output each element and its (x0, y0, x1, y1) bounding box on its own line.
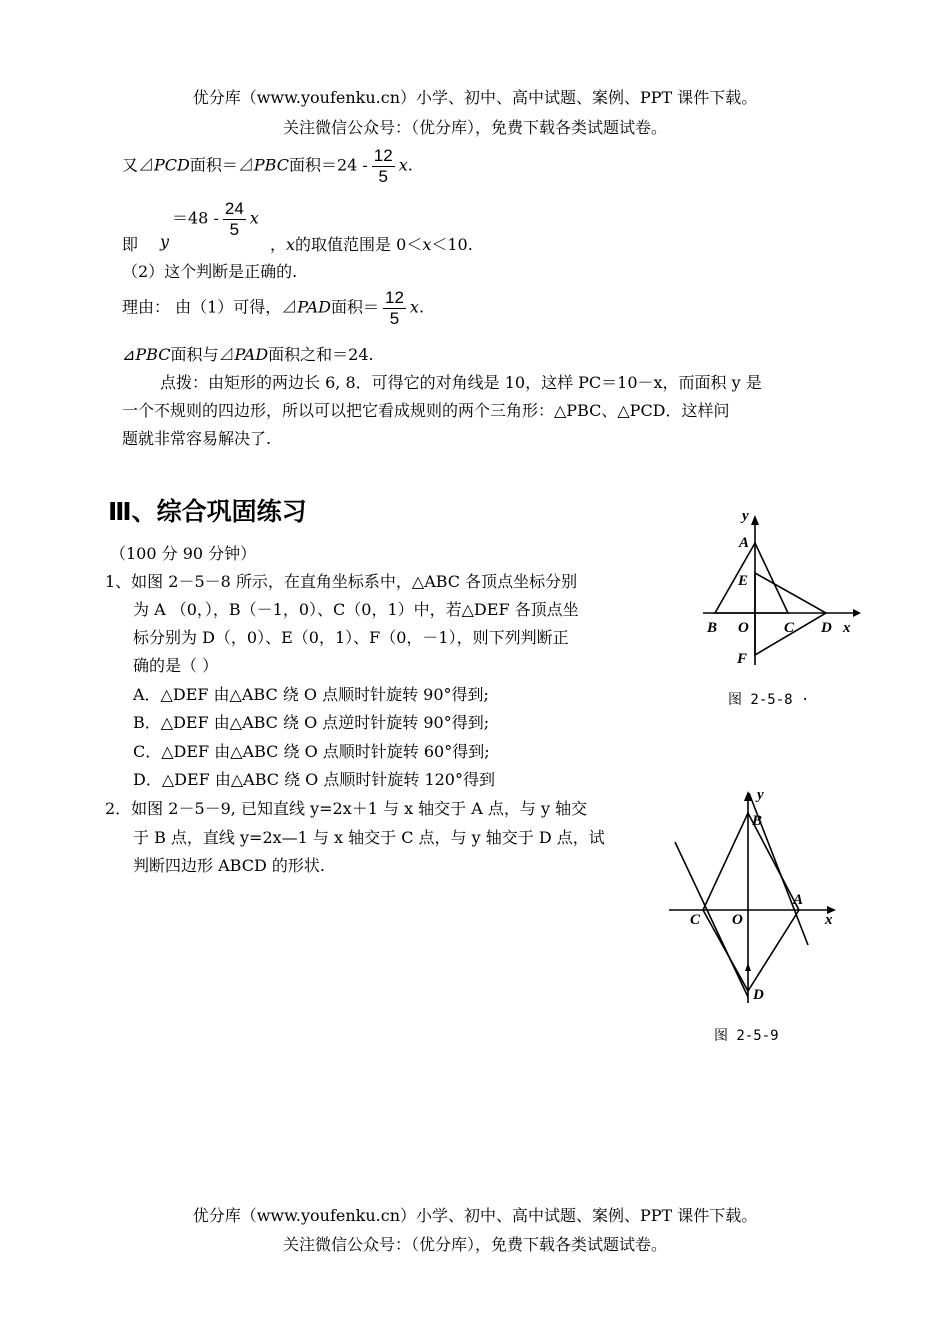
solution-line-3: （2）这个判断是正确的. (122, 262, 298, 281)
var-x: x (409, 297, 419, 317)
triangle-abc (715, 543, 788, 613)
text: . (407, 155, 413, 175)
x-arrow-icon (853, 609, 861, 617)
y-arrow-icon (751, 515, 759, 525)
text: 又⊿ (122, 155, 155, 175)
section-meta: （100 分 90 分钟） (110, 544, 257, 563)
footer-line-1: 优分库（www.youfenku.cn）小学、初中、高中试题、案例、PPT 课件下载。 (192, 1206, 758, 1225)
text: ⊿ (122, 345, 136, 364)
q2-line-1: 2．如图 2－5－9, 已知直线 y=2x＋1 与 x 轴交于 A 点，与 y 轴交 (105, 799, 588, 818)
text: 面积＝⊿ (189, 155, 254, 175)
triangle-def (755, 573, 826, 655)
text: ＜10. (431, 235, 473, 254)
text: 的取值范围是 0＜ (295, 235, 423, 254)
q1-line-1: 1、如图 2－5－8 所示，在直角坐标系中，△ABC 各顶点坐标分别 (105, 572, 578, 591)
q1-line-2: 为 A （0，），B（－1，0）、C（0，1）中，若△DEF 各顶点坐 (133, 600, 579, 619)
label-e: E (738, 573, 749, 589)
hint-line-1: 点拨：由矩形的两边长 6, 8．可得它的对角线是 10，这样 PC＝10－x，而面积 y 是 (160, 373, 762, 392)
triangle-pad: PAD (234, 345, 269, 364)
header-line-1: 优分库（www.youfenku.cn）小学、初中、高中试题、案例、PPT 课件下载。 (192, 88, 758, 107)
text: 面积＝ (330, 297, 379, 317)
q1-option-b: B．△DEF 由△ABC 绕 O 点逆时针旋转 90°得到; (133, 713, 490, 732)
fraction-12-5 (383, 288, 406, 328)
figure-2-5-9-caption: 图 2-5-9 (714, 1028, 779, 1044)
fraction-12-5 (372, 146, 395, 186)
numerator: 12 (373, 146, 393, 165)
footer-line-2: 关注微信公众号：（优分库），免费下载各类试题试卷。 (282, 1235, 667, 1254)
var-y: y (160, 232, 170, 251)
numerator: 12 (384, 288, 404, 307)
header-line-2: 关注微信公众号：（优分库），免费下载各类试题试卷。 (282, 118, 667, 137)
text: 理由： 由（1）可得，⊿ (122, 297, 298, 317)
var-x: x (286, 235, 296, 254)
label-d: D (753, 987, 764, 1003)
label-a: A (739, 535, 750, 551)
solution-line-2 (172, 199, 259, 239)
text: . (418, 297, 425, 317)
figure-2-5-8-caption: 图 2-5-8 · (728, 692, 810, 708)
denominator: 5 (389, 308, 400, 328)
label-c: C (690, 912, 701, 928)
triangle-pad: PAD (297, 297, 331, 317)
label-c: C (784, 620, 795, 636)
label-o: O (738, 620, 749, 636)
label-f: F (737, 651, 748, 667)
var-x: x (249, 208, 259, 228)
numerator: 24 (224, 199, 244, 218)
label-b: B (707, 620, 718, 636)
triangle-pbc: PBC (253, 155, 289, 175)
text: 面积之和＝24. (268, 345, 374, 364)
figure-2-5-8 (695, 505, 870, 715)
label-d: D (821, 620, 832, 636)
q1-line-4: 确的是（ ） (133, 656, 219, 675)
q1-option-a: A．△DEF 由△ABC 绕 O 点顺时针旋转 90°得到; (133, 685, 489, 704)
hint-line-2: 一个不规则的四边形，所以可以把它看成规则的两个三角形：△PBC、△PCD．这样问 (122, 401, 730, 420)
text: ， (270, 235, 287, 254)
label-y: y (757, 787, 764, 803)
q2-line-2: 于 B 点，直线 y=2x—1 与 x 轴交于 C 点，与 y 轴交于 D 点，试 (133, 828, 605, 847)
label-b: B (752, 813, 763, 829)
text: 面积与⊿ (170, 345, 235, 364)
solution-line-5 (122, 342, 374, 365)
quadrilateral-abcd (703, 813, 799, 991)
y-tick-arrow-icon (745, 963, 751, 971)
solution-range (270, 232, 473, 255)
solution-ji: 即 (122, 235, 139, 254)
solution-line-4 (122, 288, 424, 328)
denominator: 5 (378, 166, 388, 186)
var-x: x (398, 155, 408, 175)
var-x: x (422, 235, 432, 254)
denominator: 5 (229, 219, 240, 239)
label-o: O (732, 912, 743, 928)
solution-line-1 (122, 146, 413, 186)
label-x: x (825, 912, 833, 928)
q2-line-3: 判断四边形 ABCD 的形状. (133, 856, 325, 875)
fraction-24-5 (223, 199, 246, 239)
triangle-pbc: PBC (135, 345, 171, 364)
hint-line-3: 题就非常容易解决了. (122, 429, 272, 448)
q1-option-d: D．△DEF 由△ABC 绕 O 点顺时针旋转 120°得到 (133, 770, 495, 789)
q1-option-c: C．△DEF 由△ABC 绕 O 点顺时针旋转 60°得到; (133, 742, 490, 761)
text: 面积＝24 - (288, 155, 368, 175)
figure-2-5-9 (665, 785, 845, 1020)
label-a: A (793, 892, 804, 908)
label-x: x (843, 620, 851, 636)
triangle-pcd: PCD (154, 155, 190, 175)
q1-line-3: 标分别为 D（，0）、E（0，1）、F（0，－1），则下列判断正 (133, 628, 569, 647)
label-y: y (742, 508, 749, 524)
section-title: Ⅲ、综合巩固练习 (108, 497, 307, 526)
text: ＝48 - (172, 208, 219, 228)
